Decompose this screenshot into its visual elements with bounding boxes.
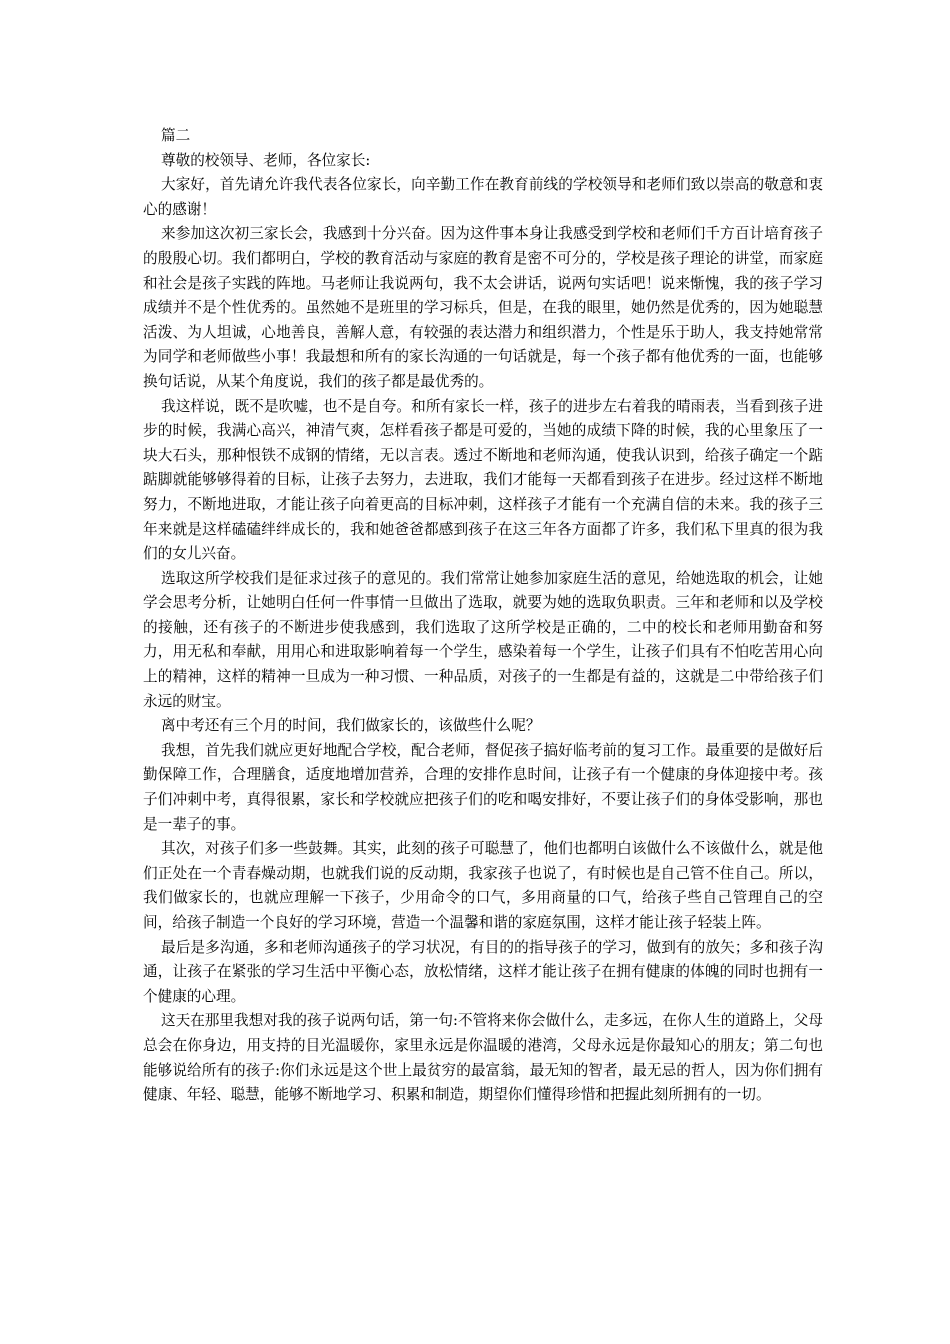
paragraph-first-point: 我想，首先我们就应更好地配合学校，配合老师，督促孩子搞好临考前的复习工作。最重要的是做好后勤保障工作，合理膳食，适度地增加营养，合理的安排作息时间，让孩子有一个健康的身体迎接中考。孩子们冲刺中考，真得很累，家长和学校就应把孩子们的吃和喝安排好，不要让孩子们的身体受影响，那也是一辈子的事。 [143, 741, 823, 833]
paragraph-closing: 这天在那里我想对我的孩子说两句话，第一句:不管将来你会做什么，走多远，在你人生的道路上，父母总会在你身边，用支持的目光温暖你，家里永远是你温暖的港湾，父母永远是你最知心的朋友；第二句也能够说给所有的孩子:你们永远是这个世上最贫穷的最富翁，最无知的智者，最无忌的哲人，因为你们拥有健康、年轻、聪慧，能够不断地学习、积累和制造，期望你们懂得珍惜和把握此刻所拥有的一切。 [143, 1012, 823, 1104]
paragraph-progress: 我这样说，既不是吹嘘，也不是自夸。和所有家长一样，孩子的进步左右着我的晴雨表，当看到孩子进步的时候，我满心高兴，神清气爽，怎样看孩子都是可爱的，当她的成绩下降的时候，我的心里象压了一块大石头，那种恨铁不成钢的情绪，无以言表。透过不断地和老师沟通，使我认识到，给孩子确定一个踮踮脚就能够够得着的目标，让孩子去努力，去进取，我们才能每一天都看到孩子在进步。经过这样不断地努力，不断地进取，才能让孩子向着更高的目标冲刺，这样孩子才能有一个充满自信的未来。我的孩子三年来就是这样磕磕绊绊成长的，我和她爸爸都感到孩子在这三年各方面都了许多，我们私下里真的很为我们的女儿兴奋。 [143, 397, 823, 563]
section-heading: 篇二 [161, 127, 191, 144]
paragraph-question: 离中考还有三个月的时间，我们做家长的，该做些什么呢？ [161, 717, 541, 735]
paragraph-school-choice: 选取这所学校我们是征求过孩子的意见的。我们常常让她参加家庭生活的意见，给她选取的机会，让她学会思考分析，让她明白任何一件事情一旦做出了选取，就要为她的选取负职责。三年和老师和以及学校的接触，还有孩子的不断进步使我感到，我们选取了这所学校是正确的，二中的校长和老师用勤奋和努力，用无私和奉献，用用心和进取影响着每一个学生，感染着每一个学生，让孩子们具有不怕吃苦用心向上的精神，这样的精神一旦成为一种习惯、一种品质，对孩子的一生都是有益的，这就是二中带给孩子们永远的财宝。 [143, 569, 823, 710]
paragraph-greeting: 大家好，首先请允许我代表各位家长，向辛勤工作在教育前线的学校领导和老师们致以崇高的敬意和衷心的感谢！ [143, 176, 823, 218]
paragraph-second-point: 其次，对孩子们多一些鼓舞。其实，此刻的孩子可聪慧了，他们也都明白该做什么不该做什么，就是他们正处在一个青春燥动期，也就我们说的反动期，我家孩子也说了，有时候也是自己管不住自己。所以，我们做家长的，也就应理解一下孩子，少用命令的口气，多用商量的口气，给孩子些自己管理自己的空间，给孩子制造一个良好的学习环境，营造一个温馨和谐的家庭氛围，这样才能让孩子轻装上阵。 [143, 840, 823, 931]
document-page [143, 124, 823, 1108]
paragraph-excitement: 来参加这次初三家长会，我感到十分兴奋。因为这件事本身让我感受到学校和老师们千方百计培育孩子的殷殷心切。我们都明白，学校的教育活动与家庭的教育是密不可分的，学校是孩子理论的讲堂，而家庭和社会是孩子实践的阵地。马老师让我说两句，我不太会讲话，说两句实话吧！说来惭愧，我的孩子学习成绩并不是个性优秀的。虽然她不是班里的学习标兵，但是，在我的眼里，她仍然是优秀的，因为她聪慧活泼、为人坦诚，心地善良，善解人意，有较强的表达潜力和组织潜力，个性是乐于助人，我支持她常常为同学和老师做些小事！我最想和所有的家长沟通的一句话就是，每一个孩子都有他优秀的一面，也能够换句话说，从某个角度说，我们的孩子都是最优秀的。 [143, 225, 823, 390]
paragraph-third-point: 最后是多沟通，多和老师沟通孩子的学习状况，有目的的指导孩子的学习，做到有的放矢；多和孩子沟通，让孩子在紧张的学习生活中平衡心态，放松情绪，这样才能让孩子在拥有健康的体魄的同时也拥有一个健康的心理。 [143, 938, 823, 1005]
salutation: 尊敬的校领导、老师，各位家长: [161, 151, 371, 169]
